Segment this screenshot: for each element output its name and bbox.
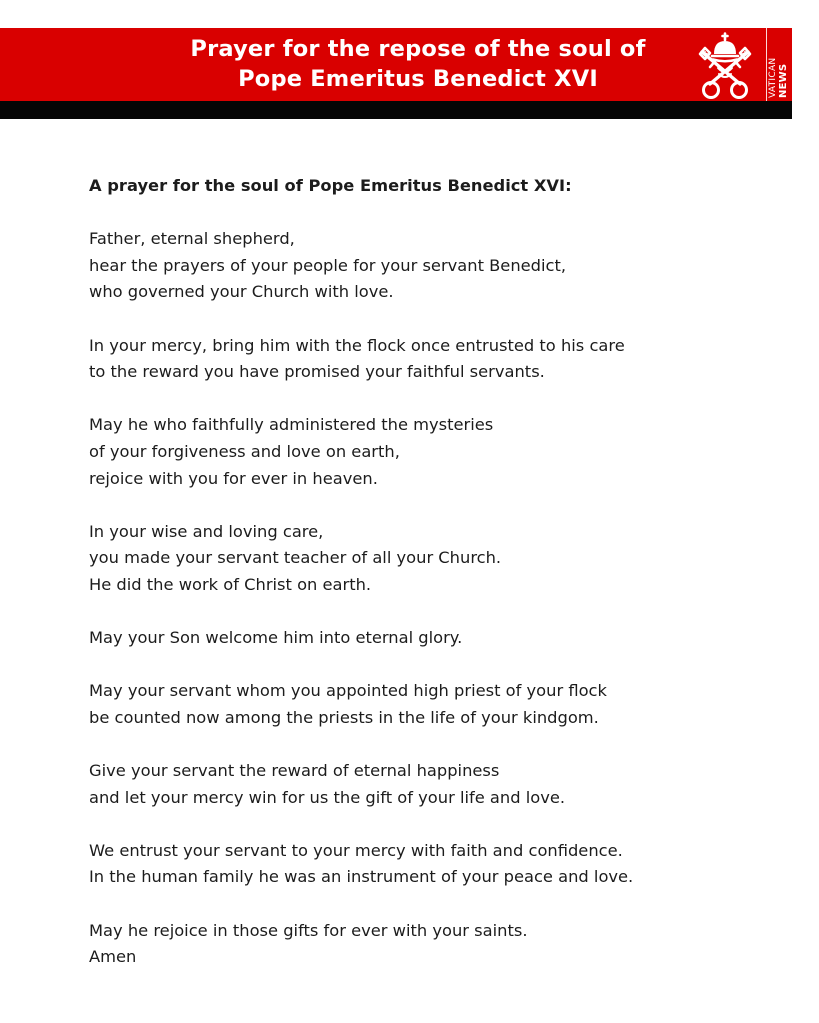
prayer-stanza [89,918,789,971]
prayer-line: of your forgiveness and love on earth, [89,441,400,461]
page-title [150,34,686,94]
prayer-stanza [89,625,789,652]
prayer-stanza [89,519,789,599]
prayer-line: In your mercy, bring him with the flock once entrusted to his care [89,335,625,355]
prayer-line: to the reward you have promised your faithful servants. [89,362,545,382]
prayer-heading: A prayer for the soul of Pope Emeritus Benedict XVI: [89,176,572,195]
prayer-line: In your wise and loving care, [89,521,324,541]
prayer-line: He did the work of Christ on earth. [89,574,372,594]
prayer-line: rejoice with you for ever in heaven. [89,468,378,488]
prayer-line: We entrust your servant to your mercy with faith and confidence. [89,840,623,860]
prayer-line: Give your servant the reward of eternal happiness [89,761,500,781]
vatican-news-logo [768,32,790,98]
prayer-line: hear the prayers of your people for your servant Benedict, [89,255,567,275]
prayer-stanza [89,758,789,811]
prayer-stanza [89,838,789,891]
prayer-line: Father, eternal shepherd, [89,229,295,249]
prayer-document [89,173,789,997]
title-line-1: Prayer for the repose of the soul of [190,36,646,62]
prayer-stanza [89,678,789,731]
prayer-line: Amen [89,947,137,967]
prayer-line: you made your servant teacher of all your Church. [89,548,502,568]
papal-keys-tiara-icon [694,32,756,100]
prayer-stanza [89,412,789,492]
brand-news-text: NEWS [778,63,789,98]
prayer-line: and let your mercy win for us the gift of your life and love. [89,787,566,807]
title-line-2: Pope Emeritus Benedict XVI [238,66,598,92]
prayer-body [89,226,789,971]
prayer-line: In the human family he was an instrument of your peace and love. [89,867,634,887]
prayer-line: May your Son welcome him into eternal glory. [89,628,463,648]
prayer-line: May he who faithfully administered the mysteries [89,415,494,435]
prayer-line: who governed your Church with love. [89,282,394,302]
prayer-line: May he rejoice in those gifts for ever with your saints. [89,920,528,940]
brand-vatican-text: VATICAN [768,57,778,98]
prayer-line: be counted now among the priests in the life of your kindgom. [89,707,599,727]
prayer-stanza [89,333,789,386]
prayer-stanza [89,226,789,306]
brand-divider [766,28,767,101]
header-black-stripe [0,101,792,119]
prayer-line: May your servant whom you appointed high priest of your flock [89,681,607,701]
